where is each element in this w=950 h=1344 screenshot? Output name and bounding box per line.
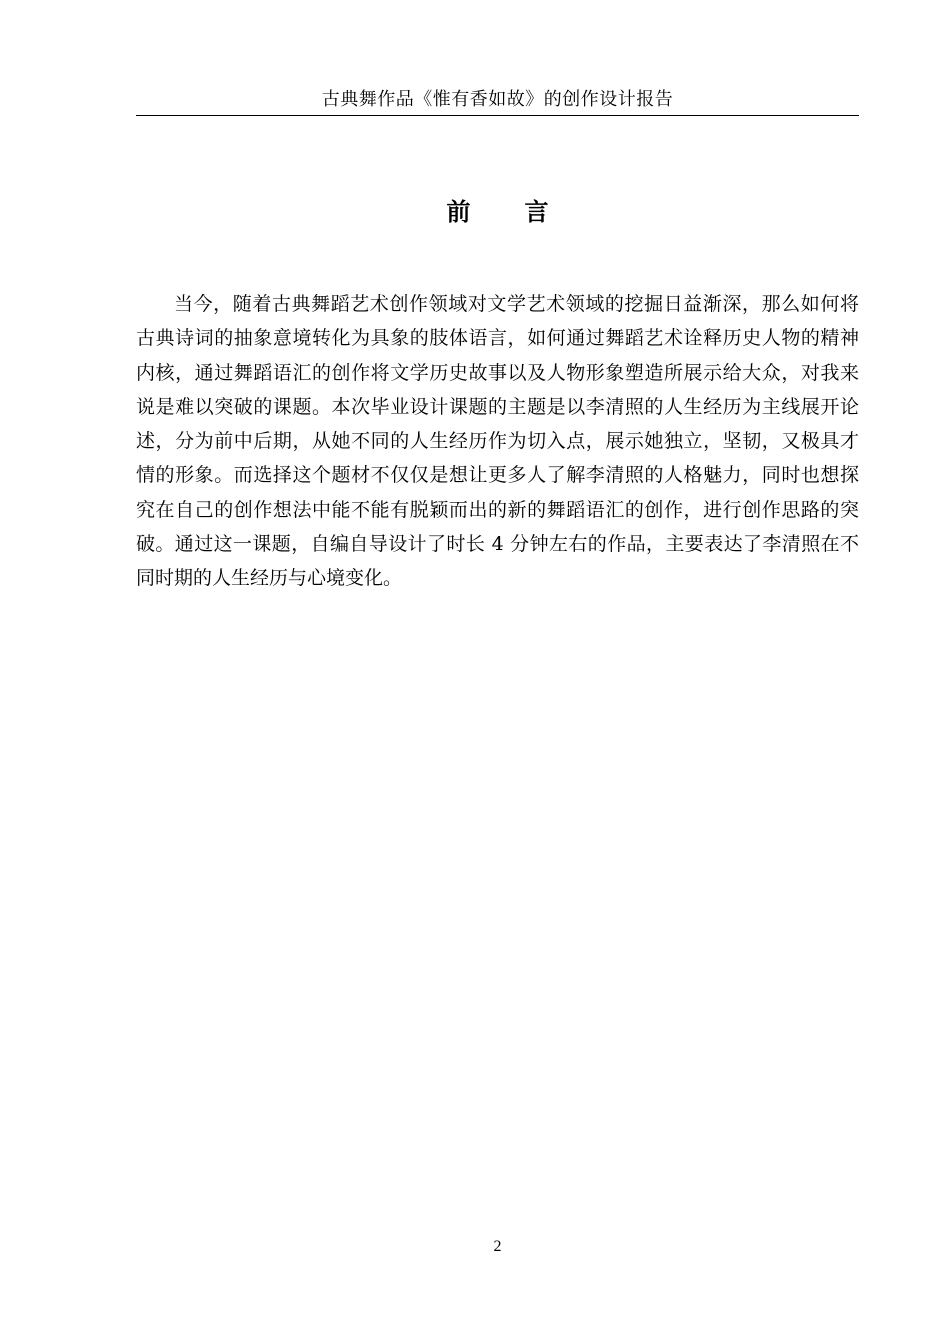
header-divider [136,115,859,116]
paragraph-line: 同时期的人生经历与心境变化。 [136,567,403,590]
section-title-char: 前 [446,197,471,226]
paragraph-line: 当今，随着古典舞蹈艺术创作领域对文学艺术领域的挖掘日益渐深，那么如何将 [174,293,859,315]
section-title-char: 言 [524,197,549,226]
section-title [136,196,859,228]
page-number: 2 [493,1238,502,1255]
paragraph-line: 究在自己的创作想法中能不能有脱颖而出的新的舞蹈语汇的创作，进行创作思路的突 [136,498,859,521]
paragraph-line: 古典诗词的抽象意境转化为具象的肢体语言，如何通过舞蹈艺术诠释历史人物的精神 [136,327,859,350]
paragraph-line: 破。通过这一课题，自编自导设计了时长 4 分钟左右的作品，主要表达了李清照在不 [136,533,859,556]
running-header: 古典舞作品《惟有香如故》的创作设计报告 [321,89,674,110]
paragraph-line: 述，分为前中后期，从她不同的人生经历作为切入点，展示她独立，坚韧，又极具才 [136,430,859,453]
paragraph-line: 内核，通过舞蹈语汇的创作将文学历史故事以及人物形象塑造所展示给大众，对我来 [136,361,859,384]
body-paragraph [136,287,859,596]
paragraph-line: 说是难以突破的课题。本次毕业设计课题的主题是以李清照的人生经历为主线展开论 [136,395,859,418]
paragraph-line: 情的形象。而选择这个题材不仅仅是想让更多人了解李清照的人格魅力，同时也想探 [136,464,859,487]
